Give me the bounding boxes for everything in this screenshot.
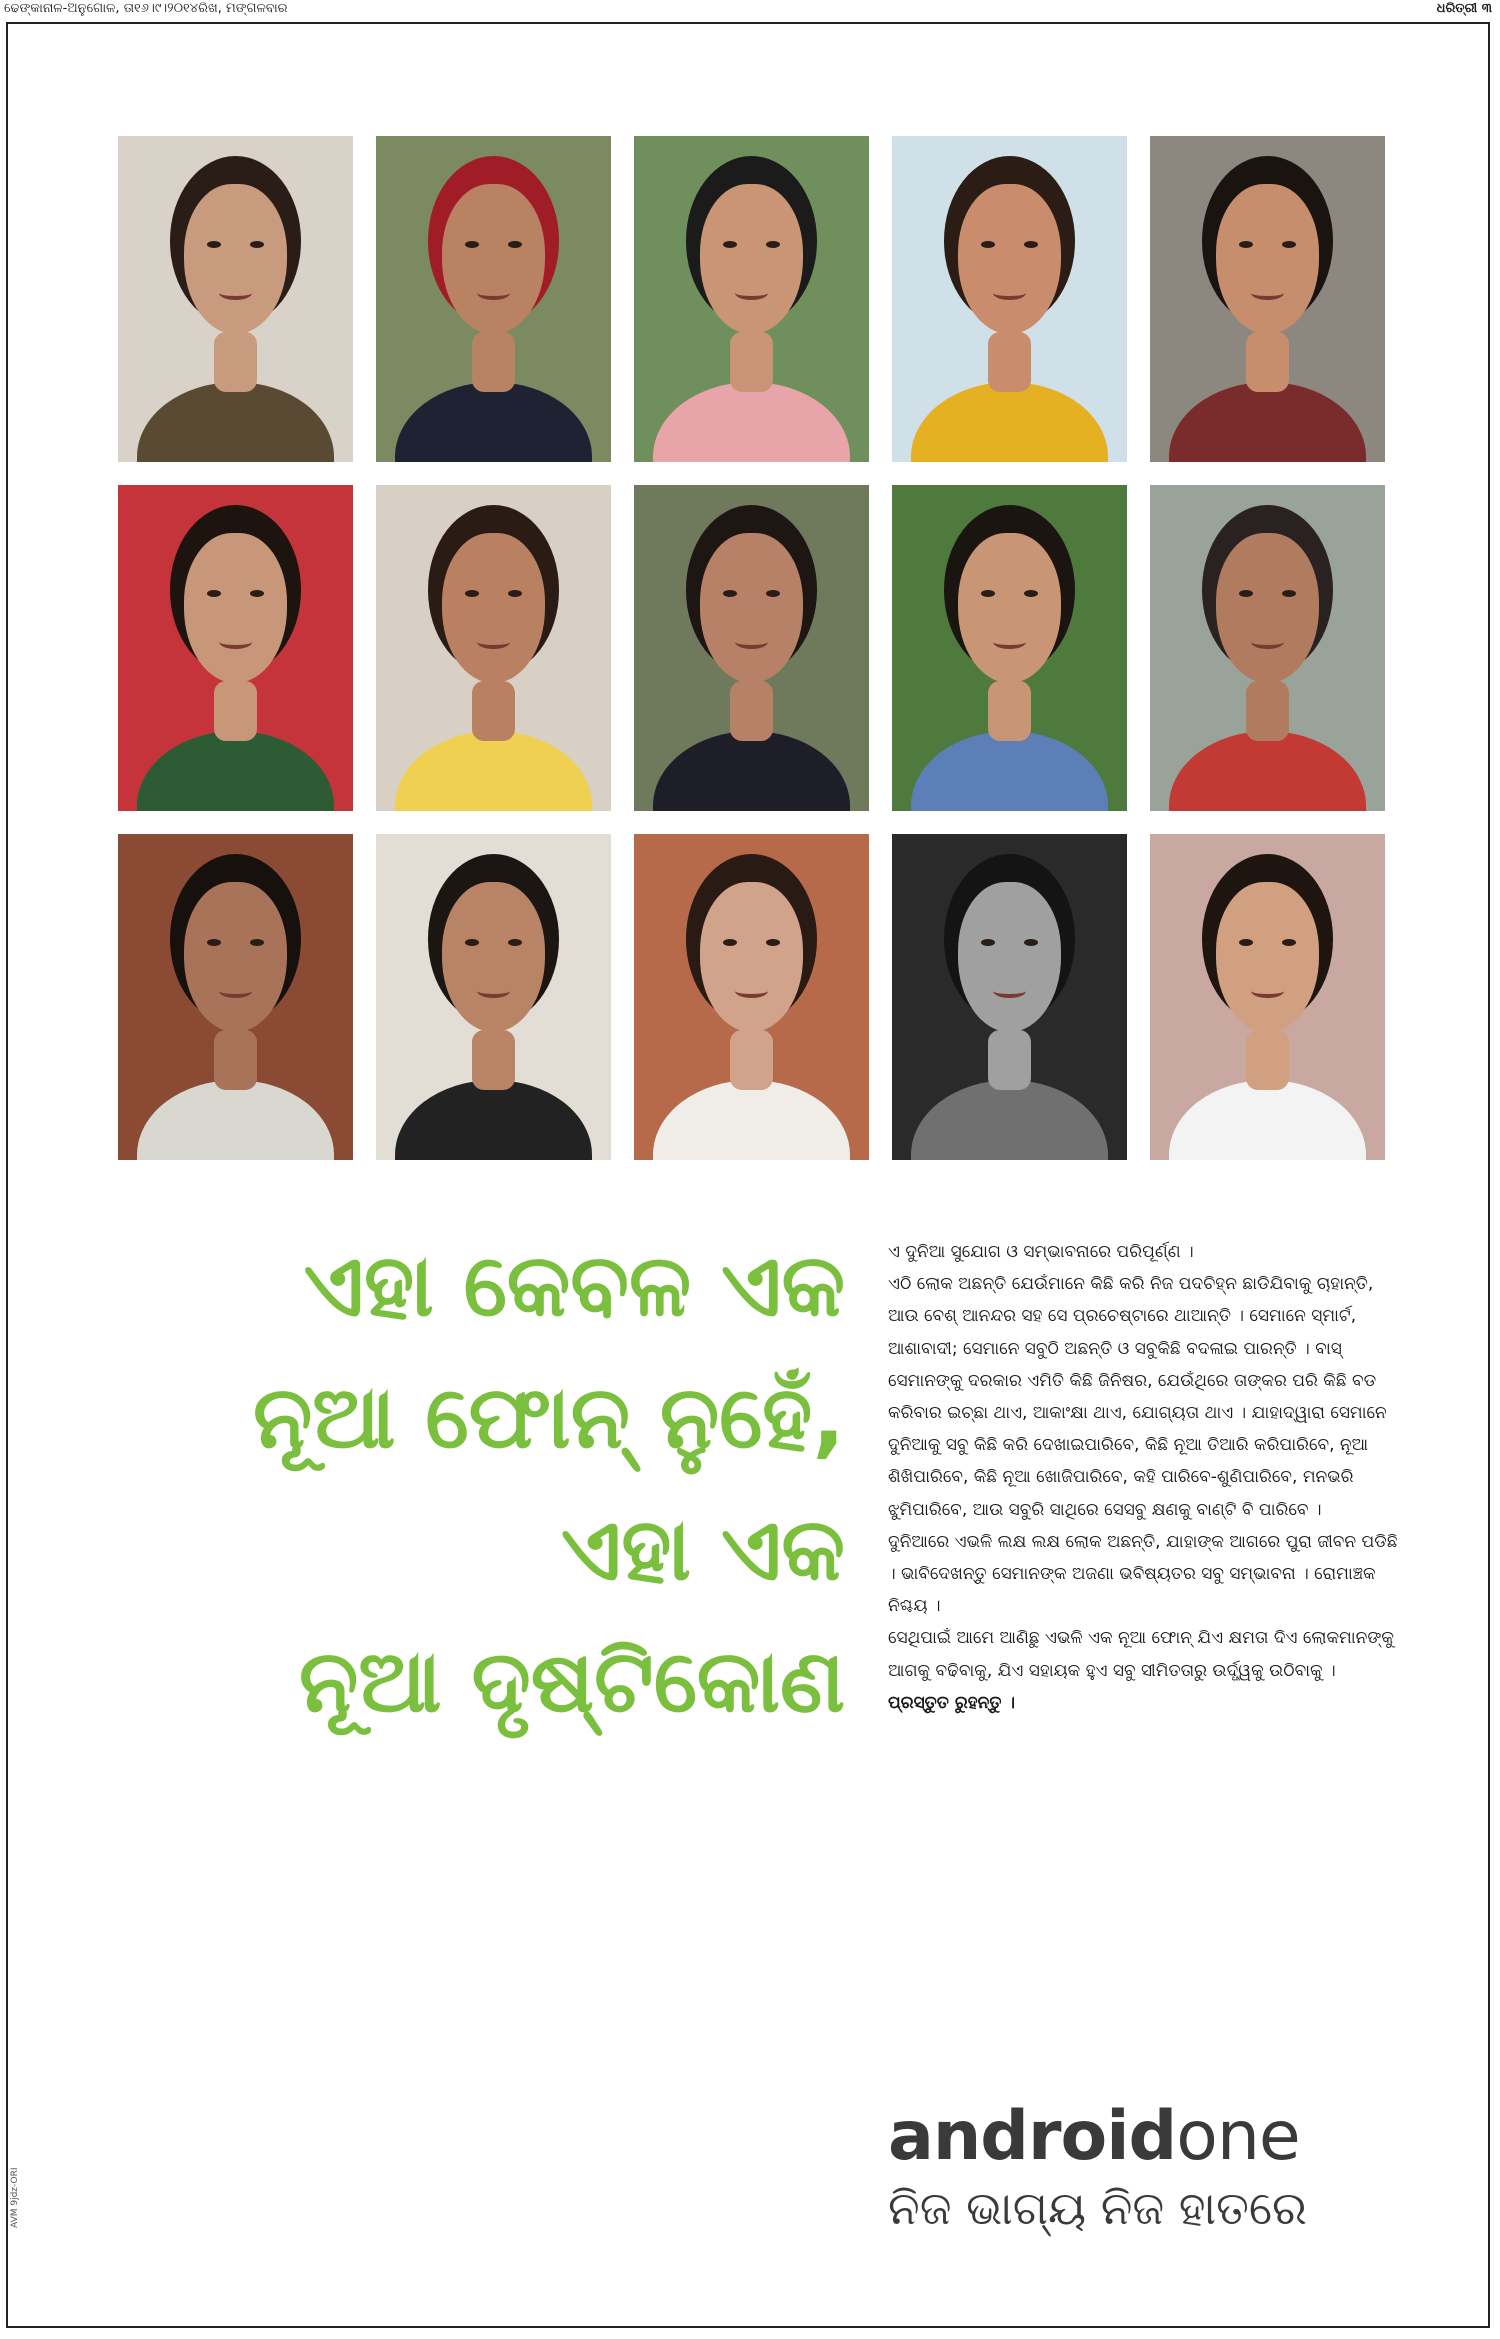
portrait-smile (219, 635, 252, 649)
portrait-eye (766, 590, 780, 597)
portrait-shoulders (1169, 731, 1366, 811)
portrait-shoulders (395, 1080, 592, 1160)
portrait-photo (1150, 834, 1385, 1160)
portrait-smile (735, 635, 768, 649)
portrait-shoulders (653, 1080, 850, 1160)
portrait-smile (1251, 984, 1284, 998)
brand-tagline: ନିଜ ଭାଗ୍ୟ ନିଜ ହାତରେ (888, 2181, 1307, 2235)
portrait-smile (993, 286, 1026, 300)
body-paragraph-3: ଦୁନିଆରେ ଏଭଳି ଲକ୍ଷ ଲକ୍ଷ ଲୋକ ଅଛନ୍ତି, ଯାହାଙ୍କ ଆଗରେ ପୁରା ଜୀବନ ପଡିଛି । ଭାବିଦେଖନ୍ତୁ ସେମାନଙ୍କ ଅଜଣା ଭବିଷ୍ୟତର ସବୁ ସମ୍ଭାବନା । ରୋମାଞ୍ଚକ ନିଶ୍ଚୟ । (888, 1531, 1398, 1617)
portrait-face (700, 533, 803, 683)
portrait-shoulders (137, 731, 334, 811)
portrait-neck (1246, 681, 1288, 741)
portrait-smile (993, 984, 1026, 998)
portrait-eye (1282, 590, 1296, 597)
masthead-page-label: ଧରିତ୍ରୀ ୩ (1436, 1, 1492, 16)
portrait-smile (477, 984, 510, 998)
portrait-neck (988, 332, 1030, 392)
portrait-shoulders (653, 731, 850, 811)
portrait-face (442, 882, 545, 1032)
body-copy (888, 1236, 1408, 1719)
portrait-face (958, 533, 1061, 683)
portrait-shoulders (1169, 382, 1366, 462)
portrait-photo (118, 834, 353, 1160)
body-paragraph-1: ଏ ଦୁନିଆ ସୁଯୋଗ ଓ ସମ୍ଭାବନାରେ ପରିପୂର୍ଣ୍ଣ । (888, 1242, 1194, 1262)
portrait-face (958, 882, 1061, 1032)
portrait-photo (634, 136, 869, 462)
portrait-photo (892, 834, 1127, 1160)
portrait-eye (766, 939, 780, 946)
portrait-photo (376, 834, 611, 1160)
portrait-shoulders (137, 1080, 334, 1160)
headline-line-3: ଏହା ଏକ (560, 1500, 845, 1600)
headline-line-2: ନୂଆ ଫୋନ୍ ନୁହେଁ, (252, 1368, 845, 1468)
portrait-neck (730, 1030, 772, 1090)
portrait-neck (730, 332, 772, 392)
portrait-eye (250, 939, 264, 946)
portrait-photo (634, 834, 869, 1160)
portrait-eye (766, 241, 780, 248)
logo-wordmark-android: android (888, 2097, 1177, 2176)
portrait-eye (1282, 241, 1296, 248)
portrait-shoulders (1169, 1080, 1366, 1160)
headline-line-4: ନୂଆ ଦୃଷ୍ଟିକୋଣ (299, 1632, 845, 1732)
newspaper-masthead (0, 0, 1500, 18)
body-paragraph-2: ଏଠି ଲୋକ ଅଛନ୍ତି ଯେଉଁମାନେ କିଛି କରି ନିଜ ପଦଚିହ୍ନ ଛାଡିଯିବାକୁ ଚାହାନ୍ତି, ଆଉ ବେଶ୍ ଆନନ୍ଦର ସହ ସେ ପ୍ରଚେଷ୍ଟାରେ ଥାଆନ୍ତି । ସେମାନେ ସ୍ମାର୍ଟ, ଆଶାବାଦୀ; ସେମାନେ ସବୁଠି ଅଛନ୍ତି ଓ ସବୁକିଛି ବଦଳାଇ ପାରନ୍ତି । ବାସ୍ ସେମାନଙ୍କୁ ଦରକାର ଏମିତି କିଛି ଜିନିଷର, ଯେଉଁଥିରେ ତାଙ୍କର ପରି କିଛି ବଡ କରିବାର ଇଚ୍ଛା ଥାଏ, ଆକାଂକ୍ଷା ଥାଏ, ଯୋଗ୍ୟତା ଥାଏ । ଯାହାଦ୍ୱାରା ସେମାନେ ଦୁନିଆକୁ ସବୁ କିଛି କରି ଦେଖାଇପାରିବେ, କିଛି ନୂଆ ତିଆରି କରିପାରିବେ, ନୂଆ ଶିଖିପାରିବେ, କିଛି ନୂଆ ଖୋଜିପାରିବେ, କହି ପାରିବେ-ଶୁଣିପାରିବେ, ମନଭରି ଝୁମିପାରିବେ, ଆଉ ସବୁରି ସାଥିରେ ସେସବୁ କ୍ଷଣକୁ ବାଣ୍ଟି ବି ପାରିବେ । (888, 1274, 1387, 1520)
portrait-neck (988, 681, 1030, 741)
portrait-face (442, 533, 545, 683)
portrait-neck (472, 1030, 514, 1090)
portrait-shoulders (395, 382, 592, 462)
portrait-neck (730, 681, 772, 741)
portrait-shoulders (137, 382, 334, 462)
portrait-smile (735, 286, 768, 300)
portrait-grid (118, 136, 1385, 1160)
portrait-neck (472, 681, 514, 741)
portrait-smile (993, 635, 1026, 649)
portrait-photo (118, 485, 353, 811)
ad-credit: AVM 9jdz-ORI (10, 2167, 20, 2228)
portrait-neck (214, 332, 256, 392)
portrait-smile (219, 984, 252, 998)
portrait-neck (472, 332, 514, 392)
portrait-photo (634, 485, 869, 811)
masthead-date-line: ଢେଙ୍କାନାଳ-ଅନୁଗୋଳ, ତା୧୬।୯।୨୦୧୪ରିଖ, ମଙ୍ଗଳବାର (4, 1, 288, 16)
portrait-neck (214, 1030, 256, 1090)
headline-line-1: ଏହା କେବଳ ଏକ (303, 1236, 845, 1336)
portrait-neck (1246, 1030, 1288, 1090)
portrait-shoulders (653, 382, 850, 462)
portrait-face (184, 533, 287, 683)
portrait-eye (1024, 939, 1038, 946)
portrait-eye (1024, 590, 1038, 597)
portrait-face (1216, 882, 1319, 1032)
portrait-neck (1246, 332, 1288, 392)
portrait-neck (988, 1030, 1030, 1090)
brand-block (888, 2097, 1408, 2238)
portrait-eye (508, 939, 522, 946)
portrait-face (1216, 184, 1319, 334)
portrait-smile (735, 984, 768, 998)
logo-wordmark-one: one (1176, 2097, 1300, 2176)
portrait-photo (892, 485, 1127, 811)
portrait-smile (219, 286, 252, 300)
portrait-face (700, 882, 803, 1032)
portrait-smile (1251, 286, 1284, 300)
portrait-photo (376, 136, 611, 462)
portrait-face (184, 882, 287, 1032)
portrait-smile (477, 286, 510, 300)
portrait-photo (376, 485, 611, 811)
portrait-eye (1282, 939, 1296, 946)
portrait-photo (1150, 136, 1385, 462)
portrait-eye (1024, 241, 1038, 248)
portrait-face (184, 184, 287, 334)
portrait-face (442, 184, 545, 334)
portrait-photo (118, 136, 353, 462)
portrait-shoulders (395, 731, 592, 811)
portrait-eye (508, 241, 522, 248)
portrait-shoulders (911, 1080, 1108, 1160)
body-call-to-action: ପ୍ରସ୍ତୁତ ରୁହନ୍ତୁ । (888, 1692, 1016, 1713)
portrait-eye (508, 590, 522, 597)
portrait-smile (477, 635, 510, 649)
portrait-face (958, 184, 1061, 334)
portrait-photo (1150, 485, 1385, 811)
portrait-shoulders (911, 731, 1108, 811)
portrait-eye (250, 590, 264, 597)
headline (110, 1220, 845, 1748)
portrait-neck (214, 681, 256, 741)
portrait-smile (1251, 635, 1284, 649)
portrait-face (700, 184, 803, 334)
android-one-logo (888, 2097, 1408, 2176)
portrait-eye (250, 241, 264, 248)
portrait-photo (892, 136, 1127, 462)
portrait-shoulders (911, 382, 1108, 462)
body-paragraph-4: ସେଥିପାଇଁ ଆମେ ଆଣିଛୁ ଏଭଳି ଏକ ନୂଆ ଫୋନ୍ ଯିଏ କ୍ଷମତା ଦିଏ ଲୋକମାନଙ୍କୁ ଆଗକୁ ବଢିବାକୁ, ଯିଏ ସହାୟକ ହୁଏ ସବୁ ସୀମିତତାରୁ ଉର୍ଦ୍ଧ୍ୱକୁ ଉଠିବାକୁ । (888, 1628, 1394, 1681)
portrait-face (1216, 533, 1319, 683)
